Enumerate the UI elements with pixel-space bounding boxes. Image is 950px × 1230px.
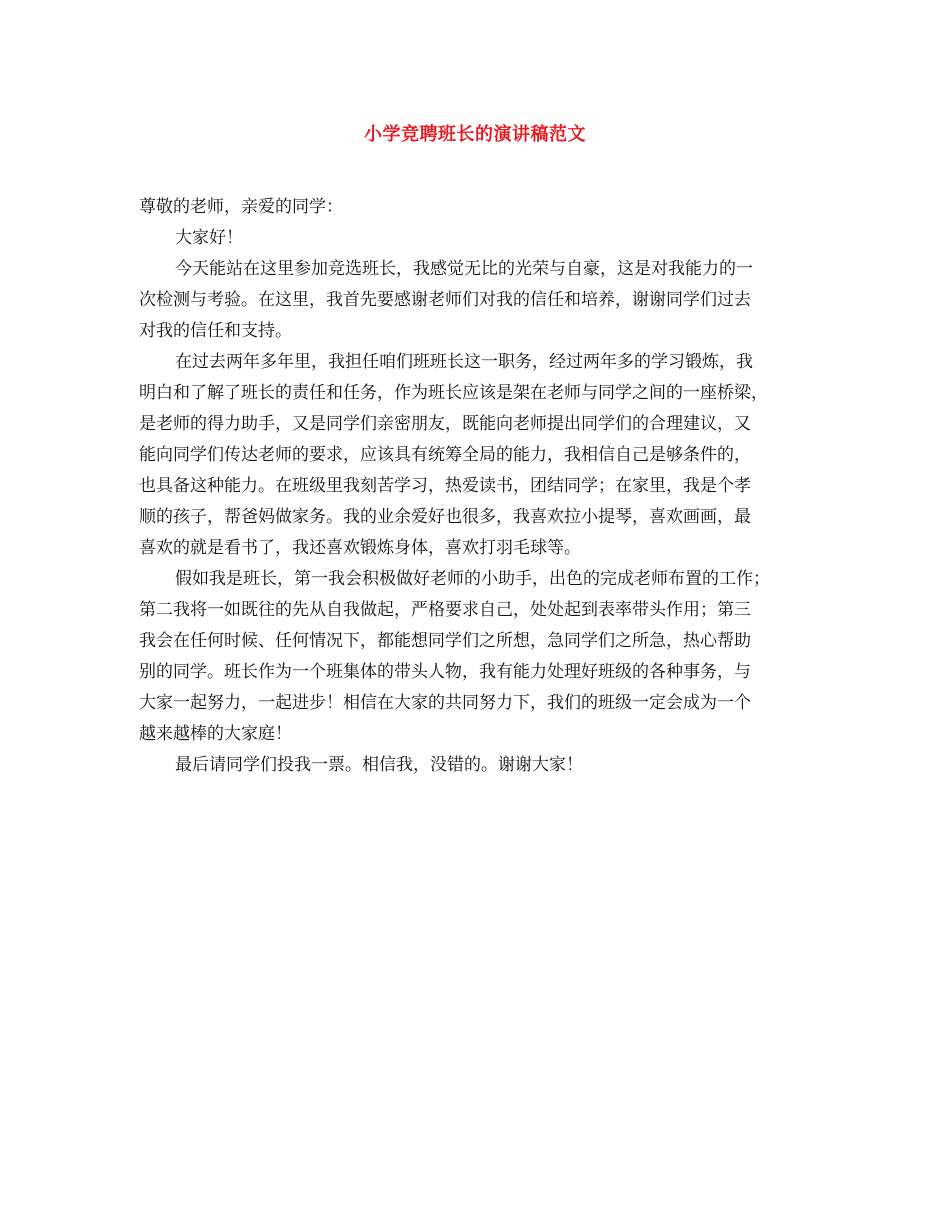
- paragraph-2: [139, 347, 819, 564]
- paragraph-line: 第二我将一如既往的先从自我做起，严格要求自己，处处起到表率带头作用；第三: [139, 600, 751, 620]
- paragraph-line: 我会在任何时候、任何情况下，都能想同学们之所想，急同学们之所急，热心帮助: [139, 631, 751, 651]
- paragraph-line: 别的同学。班长作为一个班集体的带头人物，我有能力处理好班级的各种事务，与: [139, 662, 751, 682]
- paragraph-line: 能向同学们传达老师的要求，应该具有统筹全局的能力，我相信自己是够条件的，: [139, 445, 751, 465]
- document-body: [139, 192, 819, 781]
- paragraph-line: 对我的信任和支持。: [139, 321, 292, 341]
- paragraph-3: [139, 564, 819, 750]
- paragraph-line: 越来越棒的大家庭！: [139, 724, 292, 744]
- paragraph-line: 今天能站在这里参加竞选班长，我感觉无比的光荣与自豪，这是对我能力的一: [175, 259, 753, 279]
- paragraph-line: 也具备这种能力。在班级里我刻苦学习，热爱读书，团结同学；在家里，我是个孝: [139, 476, 751, 496]
- paragraph-line: 喜欢的就是看书了，我还喜欢锻炼身体，喜欢打羽毛球等。: [139, 538, 581, 558]
- salutation: 尊敬的老师，亲爱的同学：: [139, 197, 343, 217]
- paragraph-line: 明白和了解了班长的责任和任务，作为班长应该是架在老师与同学之间的一座桥梁，: [139, 383, 768, 403]
- paragraph-line: 最后请同学们投我一票。相信我，没错的。谢谢大家！: [175, 755, 583, 775]
- paragraph-line: 假如我是班长，第一我会积极做好老师的小助手，出色的完成老师布置的工作；: [175, 569, 770, 589]
- paragraph-line: 大家一起努力，一起进步！相信在大家的共同努力下，我们的班级一定会成为一个: [139, 693, 751, 713]
- page-title: 小学竞聘班长的演讲稿范文: [364, 124, 586, 145]
- paragraph-line: 顺的孩子，帮爸妈做家务。我的业余爱好也很多，我喜欢拉小提琴，喜欢画画，最: [139, 507, 751, 527]
- paragraph-1: [139, 254, 819, 347]
- paragraph-line: 是老师的得力助手，又是同学们亲密朋友，既能向老师提出同学们的合理建议，又: [139, 414, 751, 434]
- paragraph-line: 在过去两年多年里，我担任咱们班班长这一职务，经过两年多的学习锻炼，我: [175, 352, 753, 372]
- paragraph-4: [139, 750, 819, 781]
- greeting: 大家好！: [175, 228, 243, 248]
- paragraph-line: 次检测与考验。在这里，我首先要感谢老师们对我的信任和培养，谢谢同学们过去: [139, 290, 751, 310]
